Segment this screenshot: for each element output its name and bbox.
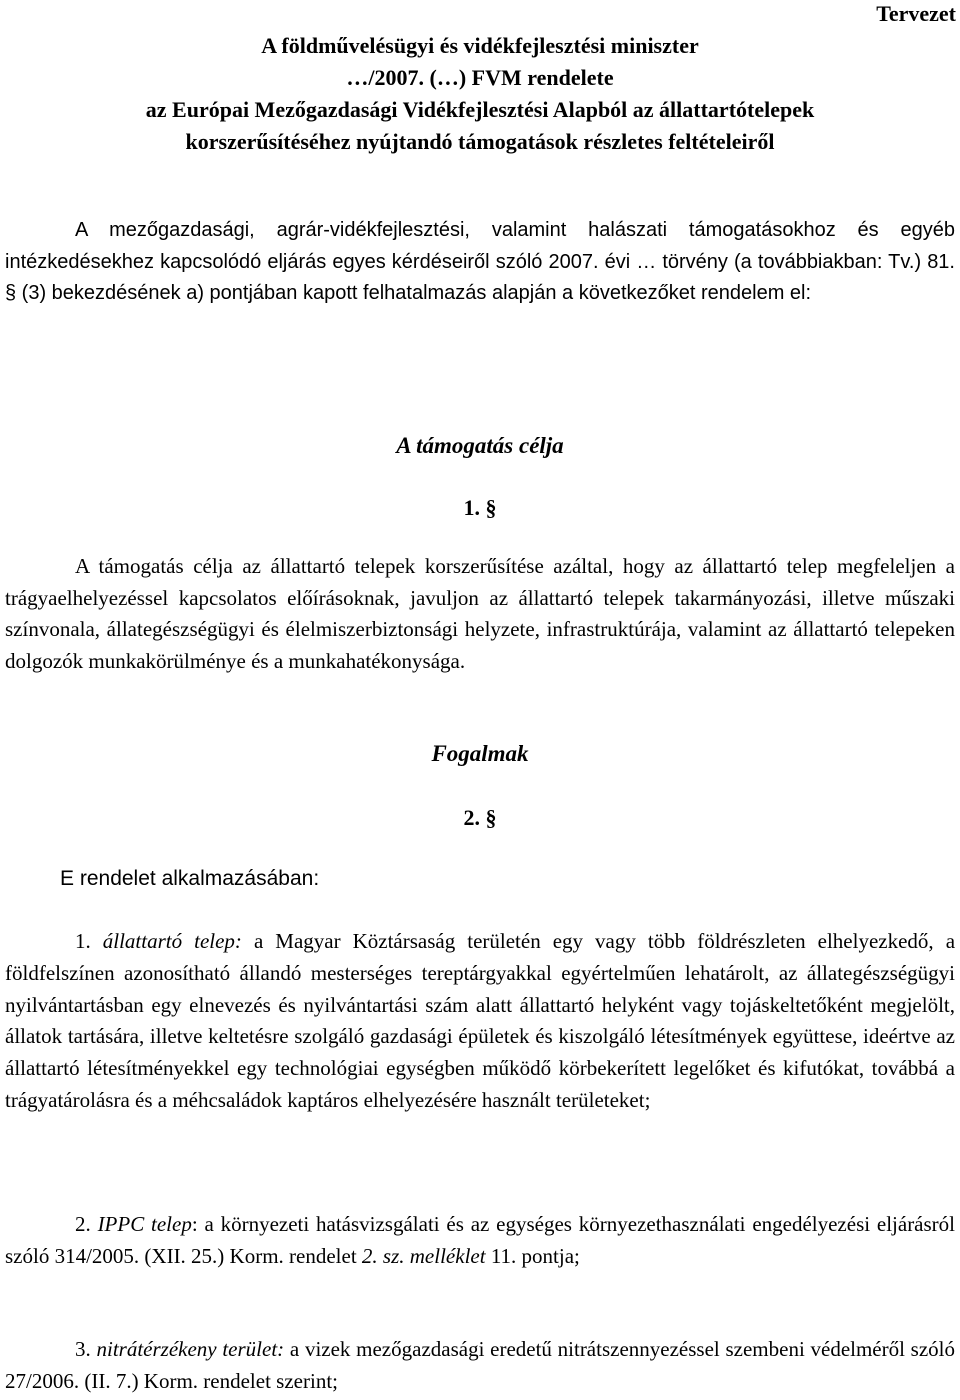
decree-title-line-1: az Európai Mezőgazdasági Vidékfejlesztési Alapból az állattartótelepek (145, 97, 815, 122)
definition-1 (5, 926, 955, 1117)
section-1-text: A támogatás célja az állattartó telepek korszerűsítése azáltal, hogy az állattartó telep megfeleljen a trágyaelhelyezéssel kapcsolatos előírásoknak, javuljon az állattartó telepek takarmányozási, illetve műszaki színvonala, állategészségügyi és élelmiszerbiztonsági helyzete, infrastruktúrája, valamint az állattartó telepeken dolgozók munkakörülménye és a munkahatékonysága. (5, 554, 955, 673)
section-2-number: 2. § (463, 805, 497, 830)
preamble-paragraph: A mezőgazdasági, agrár-vidékfejlesztési, valamint halászati támogatásokhoz és egyéb intézkedésekhez kapcsolódó eljárás egyes kérdéseiről szóló 2007. évi … törvény (a továbbiakban: Tv.) 81. § (3) bekezdésének a) pontjában kapott felhatalmazás alapján a következőket rendelem el: (5, 219, 955, 305)
section-2-intro: E rendelet alkalmazásában: (60, 867, 320, 890)
definition-1-term: állattartó telep: (102, 929, 242, 953)
decree-title-line-2: korszerűsítéséhez nyújtandó támogatások részletes feltételeiről (185, 129, 775, 154)
definition-2-text-end: 11. pontja; (490, 1243, 580, 1268)
definition-1-text: a Magyar Köztársaság területén egy vagy több földrészleten elhelyezkedő, a földfelszínen azonosítható állandó mesterséges tereptárgyakkal egyértelműen lehatárolt, az állategészségügyi nyilvántartásban egy elnevezés és nyilvántartási szám alatt állattartó helyként vagy tojáskeltetőként megjelölt, állatok tartására, illetve keltetésre szolgáló gazdasági épületek és kiszolgáló létesítmények együttese, ideértve az állattartó létesítményekkel egy technológiai egységben működő körbekerített legelőket és kifutókat, továbbá a trágyatárolásra és a méhcsaládok kaptáros elhelyezésére használt területeket; (5, 929, 956, 1112)
section-1-number: 1. § (463, 495, 497, 520)
definition-2-text: : a környezeti hatásvizsgálati és az egységes környezethasználati engedélyezési eljárásról szóló 314/2005. (XII. 25.) Korm. rendelet (5, 1212, 956, 1268)
decree-number-line: …/2007. (…) FVM rendelete (346, 65, 614, 90)
section-2-heading: Fogalmak (431, 741, 529, 766)
draft-label: Tervezet (876, 1, 956, 26)
issuer-line: A földművelésügyi és vidékfejlesztési miniszter (261, 33, 699, 58)
definition-2-reference: 2. sz. melléklet (361, 1243, 486, 1268)
section-1-heading: A támogatás célja (396, 433, 564, 458)
definition-2-number: 2. (75, 1212, 91, 1236)
definition-3-number: 3. (75, 1337, 91, 1361)
definition-1-number: 1. (75, 929, 91, 953)
definition-3 (5, 1334, 955, 1398)
definition-3-text: a vizek mezőgazdasági eredetű nitrátszennyezéssel szembeni védelméről szóló 27/2006. (II. 7.) Korm. rendelet szerint; (5, 1337, 956, 1393)
definition-2-term: IPPC telep (97, 1212, 192, 1236)
document-header (0, 30, 960, 158)
definition-2 (5, 1209, 955, 1273)
definition-3-term: nitrátérzékeny terület: (96, 1337, 285, 1361)
